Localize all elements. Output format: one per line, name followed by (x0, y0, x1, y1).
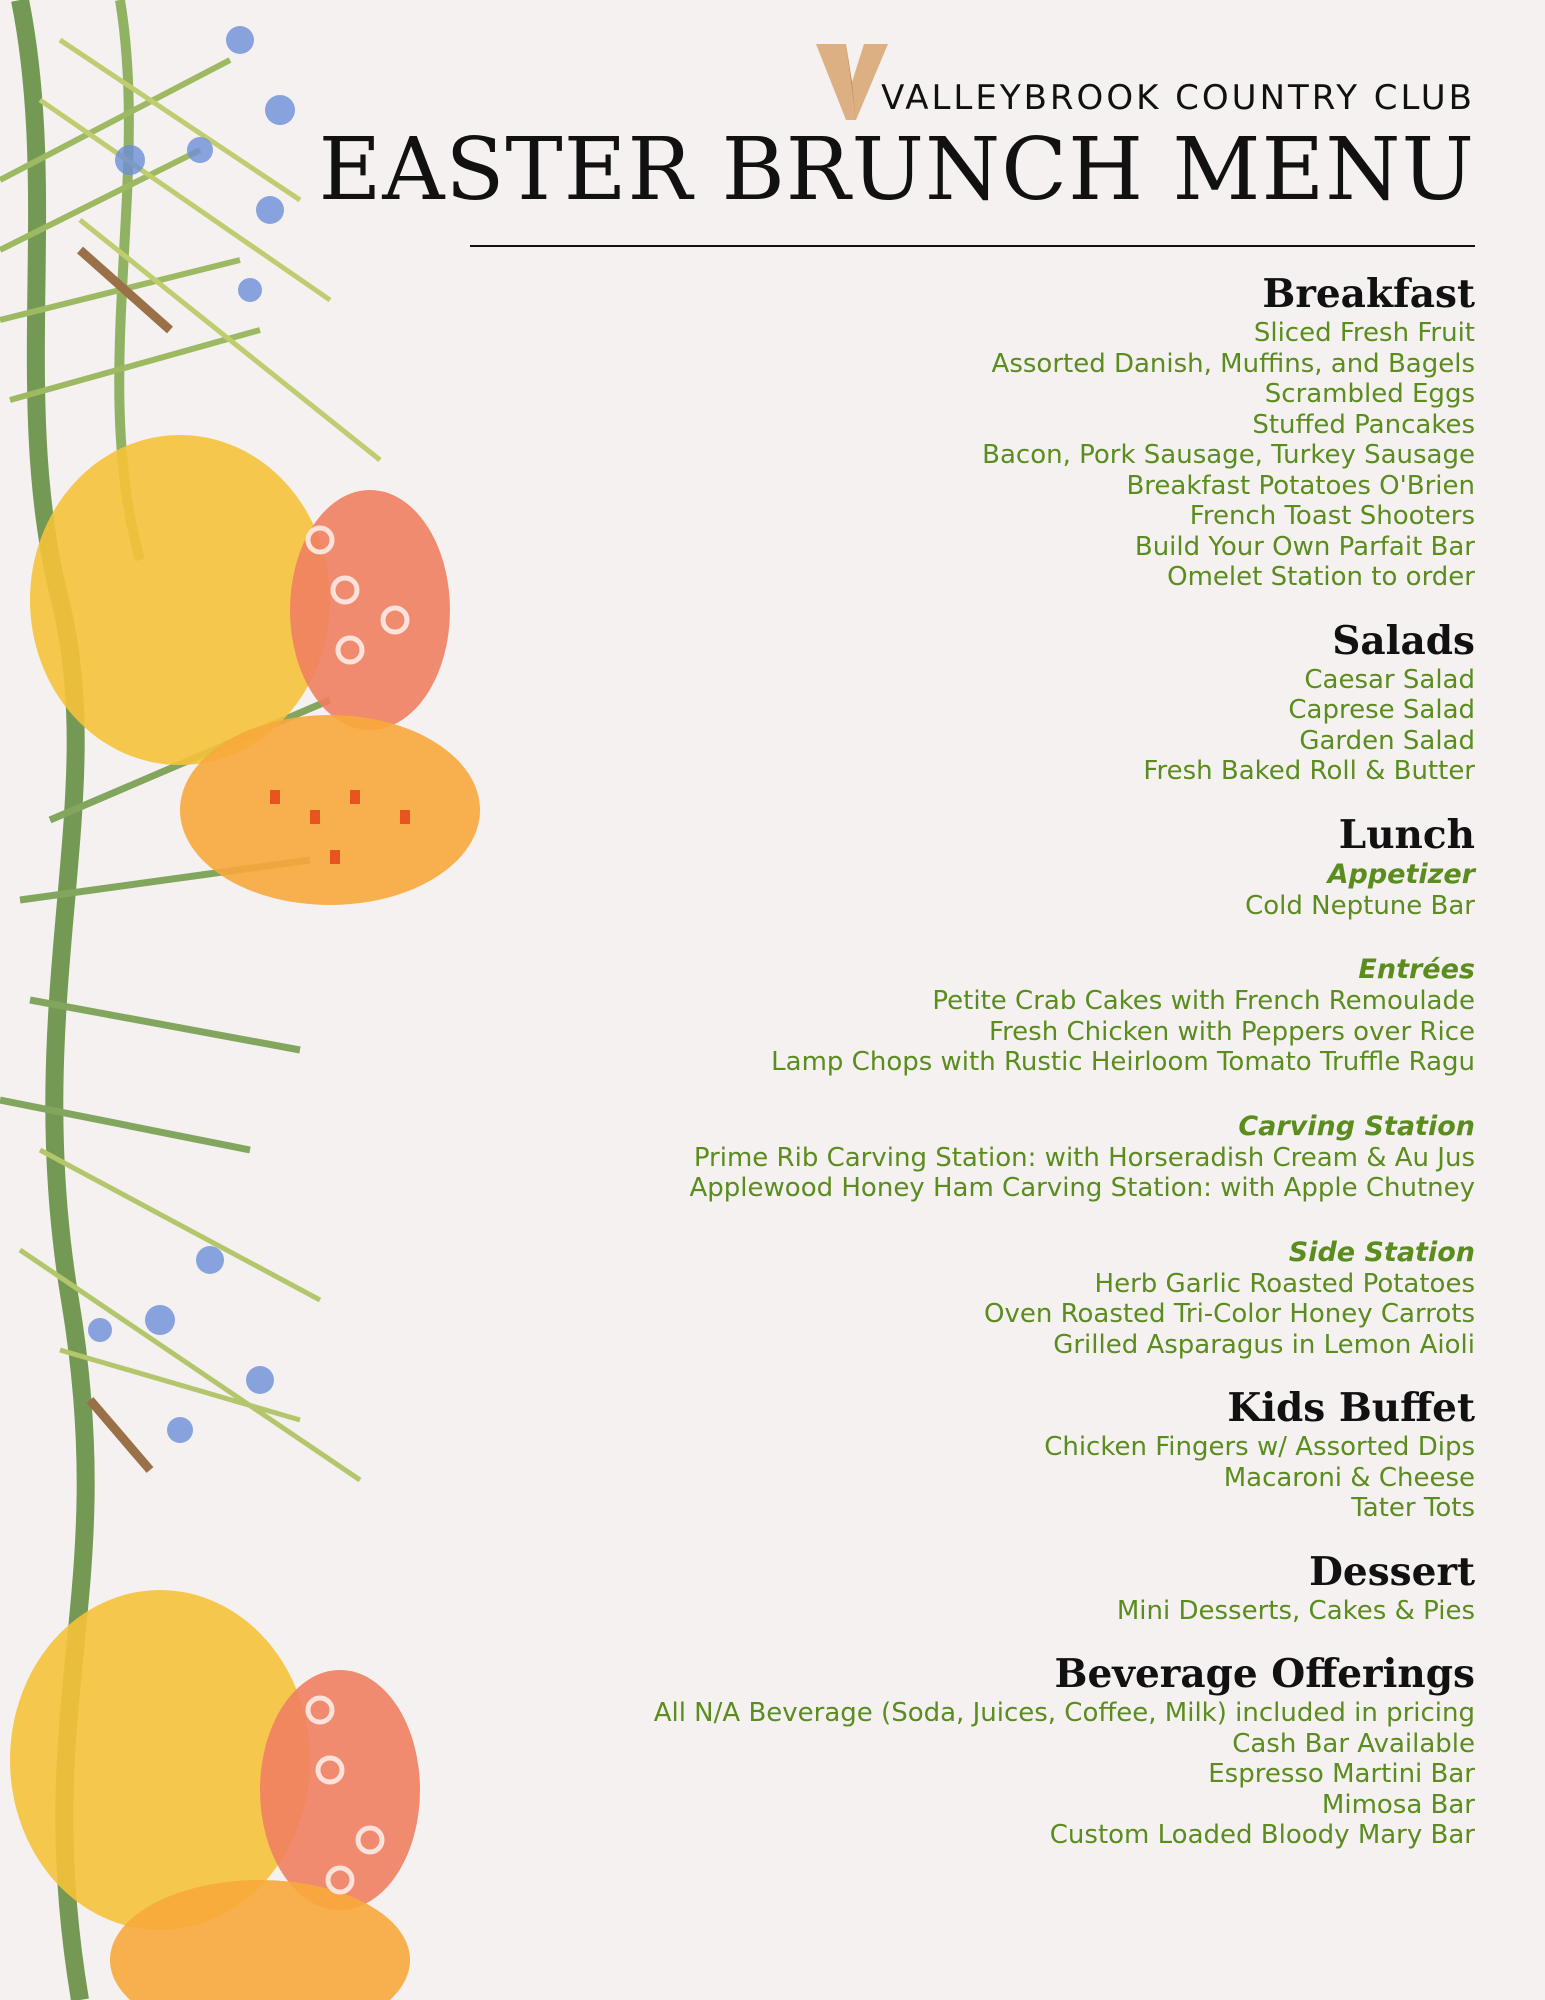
menu-item: All N/A Beverage (Soda, Juices, Coffee, Milk) included in pricing (653, 1698, 1475, 1728)
menu-item: Caesar Salad (1304, 664, 1475, 695)
section-title-breakfast: Breakfast (1262, 271, 1475, 317)
menu-item: Stuffed Pancakes (1252, 409, 1475, 440)
kids-list (475, 1432, 1475, 1524)
menu-item: Espresso Martini Bar (1208, 1759, 1475, 1789)
menu-item: Scrambled Eggs (1264, 379, 1475, 409)
menu-item: Custom Loaded Bloody Mary Bar (1049, 1820, 1475, 1850)
section-title-dessert: Dessert (1309, 1548, 1475, 1595)
section-title-lunch: Lunch (1338, 811, 1475, 858)
menu-item: Cold Neptune Bar (1245, 890, 1475, 921)
side-list (475, 1269, 1475, 1361)
menu-item: Lamp Chops with Rustic Heirloom Tomato Truffle Ragu (771, 1047, 1475, 1077)
menu-item: Macaroni & Cheese (1223, 1462, 1475, 1493)
appetizer-list (475, 891, 1475, 922)
watercolor-easter-border (0, 0, 490, 2000)
salads-list (475, 665, 1475, 787)
menu-item: Fresh Baked Roll & Butter (1143, 756, 1475, 786)
dessert-list (475, 1596, 1475, 1627)
menu-item: Mimosa Bar (1321, 1789, 1475, 1820)
menu-item: Assorted Danish, Muffins, and Bagels (991, 348, 1475, 379)
menu-item: Build Your Own Parfait Bar (1134, 531, 1475, 562)
beverage-list (475, 1698, 1475, 1851)
menu-item: Applewood Honey Ham Carving Station: with Apple Chutney (689, 1173, 1475, 1203)
section-title-kids: Kids Buffet (1227, 1385, 1475, 1431)
subsection-title-side: Side Station (1288, 1236, 1475, 1268)
valleybrook-logo-icon (816, 42, 888, 122)
subsection-title-entrees: Entrées (1358, 954, 1475, 985)
menu-item: Prime Rib Carving Station: with Horseradish Cream & Au Jus (693, 1142, 1475, 1173)
menu-item: Garden Salad (1299, 725, 1475, 756)
menu-item: Bacon, Pork Sausage, Turkey Sausage (982, 440, 1475, 470)
menu-item: Mini Desserts, Cakes & Pies (1116, 1595, 1475, 1626)
menu-item: Fresh Chicken with Peppers over Rice (989, 1016, 1475, 1047)
menu-item: French Toast Shooters (1189, 501, 1475, 531)
menu-item: Sliced Fresh Fruit (1253, 318, 1475, 348)
menu-item: Omelet Station to order (1167, 562, 1475, 592)
menu-item: Chicken Fingers w/ Assorted Dips (1044, 1432, 1475, 1462)
section-title-beverage: Beverage Offerings (1054, 1651, 1475, 1697)
menu-item: Tater Tots (1351, 1493, 1475, 1523)
subsection-title-appetizer: Appetizer (1327, 858, 1475, 890)
title-divider (470, 245, 1475, 247)
menu-item: Herb Garlic Roasted Potatoes (1094, 1268, 1475, 1299)
menu-item: Oven Roasted Tri-Color Honey Carrots (983, 1299, 1475, 1329)
menu-item: Breakfast Potatoes O'Brien (1126, 470, 1475, 501)
menu-item: Caprese Salad (1288, 695, 1475, 725)
menu-item: Cash Bar Available (1232, 1728, 1475, 1759)
menu-content (475, 270, 1475, 1851)
menu-item: Petite Crab Cakes with French Remoulade (932, 986, 1475, 1016)
carving-list (475, 1143, 1475, 1204)
menu-item: Grilled Asparagus in Lemon Aioli (1053, 1329, 1475, 1360)
page-title: EASTER BRUNCH MENU (318, 120, 1475, 220)
section-title-salads: Salads (1332, 617, 1475, 664)
breakfast-list (475, 318, 1475, 593)
club-name: VALLEYBROOK COUNTRY CLUB (881, 78, 1475, 118)
subsection-title-carving: Carving Station (1238, 1110, 1475, 1142)
entrees-list (475, 986, 1475, 1078)
